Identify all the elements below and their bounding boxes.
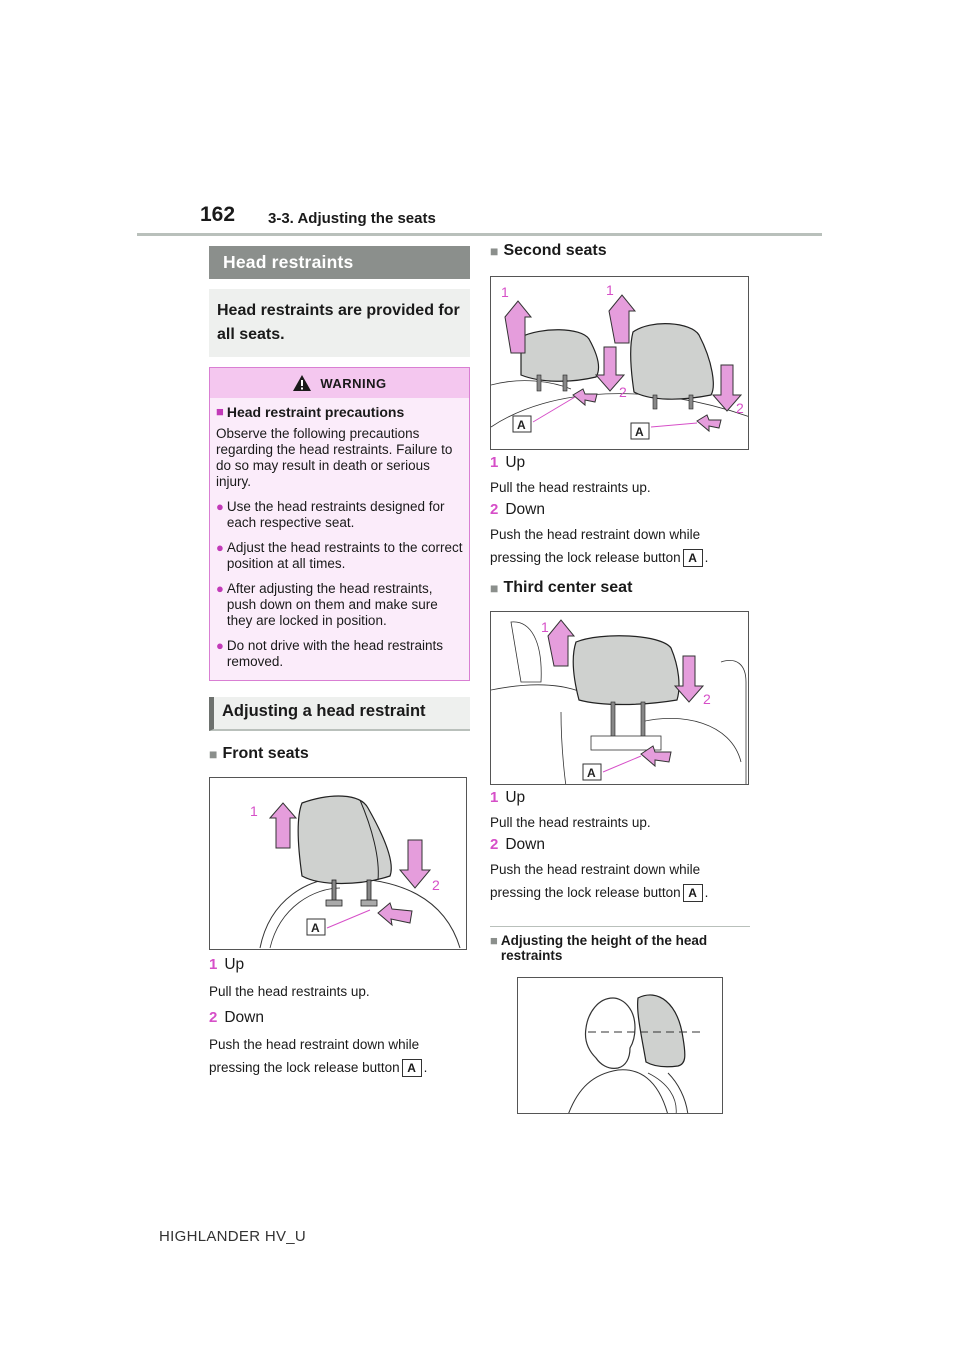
header-rule bbox=[137, 233, 822, 236]
square-bullet-icon: ■ bbox=[490, 933, 498, 948]
second-seats-drawing bbox=[491, 277, 749, 450]
third-center-seat-heading: ■ Third center seat bbox=[490, 579, 633, 596]
figure-label-1: 1 bbox=[541, 619, 549, 635]
dot-bullet-icon: ● bbox=[216, 581, 224, 596]
third-seat-drawing bbox=[491, 612, 749, 785]
front-seat-drawing bbox=[210, 778, 467, 950]
figure-label-2: 2 bbox=[736, 400, 744, 416]
figure-label-1: 1 bbox=[606, 282, 614, 298]
warning-bullet: ● Do not drive with the head restraints removed. bbox=[216, 638, 443, 669]
front-step-2: 2 Down bbox=[209, 1009, 264, 1026]
page-number: 162 bbox=[200, 203, 236, 226]
dot-bullet-icon: ● bbox=[216, 540, 224, 555]
third-step-1-desc: Pull the head restraints up. bbox=[490, 815, 651, 830]
left-column bbox=[209, 246, 470, 1079]
warning-box bbox=[209, 367, 470, 681]
warning-title: WARNING bbox=[320, 375, 387, 391]
third-seat-illustration bbox=[490, 611, 749, 785]
second-step-1-desc: Pull the head restraints up. bbox=[490, 480, 651, 495]
figure-label-1: 1 bbox=[250, 803, 258, 819]
figure-label-2: 2 bbox=[703, 691, 711, 707]
height-adjust-illustration bbox=[517, 977, 723, 1114]
third-step-2: 2 Down bbox=[490, 836, 545, 853]
warning-subhead: ■ Head restraint precautions bbox=[216, 404, 405, 420]
figure-label-2: 2 bbox=[432, 877, 440, 893]
front-step-1-desc: Pull the head restraints up. bbox=[209, 984, 370, 999]
front-step-1: 1 Up bbox=[209, 956, 245, 973]
front-step-2-desc: Push the head restraint down while pressing the lock release button A . bbox=[209, 1037, 428, 1076]
front-seat-illustration bbox=[209, 777, 467, 950]
dot-bullet-icon: ● bbox=[216, 638, 224, 653]
second-step-2: 2 Down bbox=[490, 501, 545, 518]
dot-bullet-icon: ● bbox=[216, 499, 224, 514]
second-step-2-desc: Push the head restraint down while pressing the lock release button A . bbox=[490, 527, 709, 566]
second-step-1: 1 Up bbox=[490, 454, 526, 471]
height-adjust-drawing bbox=[518, 978, 723, 1114]
third-step-2-desc: Push the head restraint down while pressing the lock release button A . bbox=[490, 862, 709, 901]
front-seats-heading: ■ Front seats bbox=[209, 745, 309, 762]
intro-box: Head restraints are provided for all seats. bbox=[209, 289, 470, 357]
figure-label-a: A bbox=[635, 425, 644, 439]
section-divider bbox=[490, 926, 750, 927]
figure-label-1: 1 bbox=[501, 284, 509, 300]
figure-label-a: A bbox=[517, 418, 526, 432]
second-seats-heading: ■ Second seats bbox=[490, 242, 607, 259]
footer-model: HIGHLANDER HV_U bbox=[159, 1228, 307, 1245]
square-bullet-icon: ■ bbox=[209, 746, 218, 762]
warning-paragraph: Observe the following precautions regarding the head restraints. Failure to do so may result in death or serious injury. bbox=[216, 426, 453, 489]
warning-body bbox=[210, 398, 469, 680]
figure-label-a: A bbox=[311, 921, 320, 935]
second-seats-illustration bbox=[490, 276, 749, 450]
lock-release-a-badge: A bbox=[683, 884, 703, 902]
figure-label-a: A bbox=[587, 766, 596, 780]
warning-bullet: ● After adjusting the head restraints, push down on them and make sure they are locked in position. bbox=[216, 581, 438, 628]
square-bullet-icon: ■ bbox=[490, 580, 499, 596]
warning-bullet: ● Adjust the head restraints to the correct position at all times. bbox=[216, 540, 463, 571]
square-bullet-icon: ■ bbox=[216, 404, 224, 419]
warning-triangle-icon bbox=[292, 374, 312, 392]
figure-label-2: 2 bbox=[619, 384, 627, 400]
right-column bbox=[490, 242, 750, 1114]
section-title: 3-3. Adjusting the seats bbox=[268, 210, 436, 227]
adjusting-banner: Adjusting a head restraint bbox=[209, 697, 470, 731]
lock-release-a-badge: A bbox=[402, 1059, 422, 1077]
lock-release-a-badge: A bbox=[683, 549, 703, 567]
height-adjust-heading: ■ Adjusting the height of the head restraints bbox=[490, 933, 708, 963]
warning-header bbox=[210, 368, 469, 398]
third-step-1: 1 Up bbox=[490, 789, 526, 806]
square-bullet-icon: ■ bbox=[490, 243, 499, 259]
warning-bullet: ● Use the head restraints designed for each respective seat. bbox=[216, 499, 445, 530]
head-restraints-banner: Head restraints bbox=[209, 246, 470, 279]
